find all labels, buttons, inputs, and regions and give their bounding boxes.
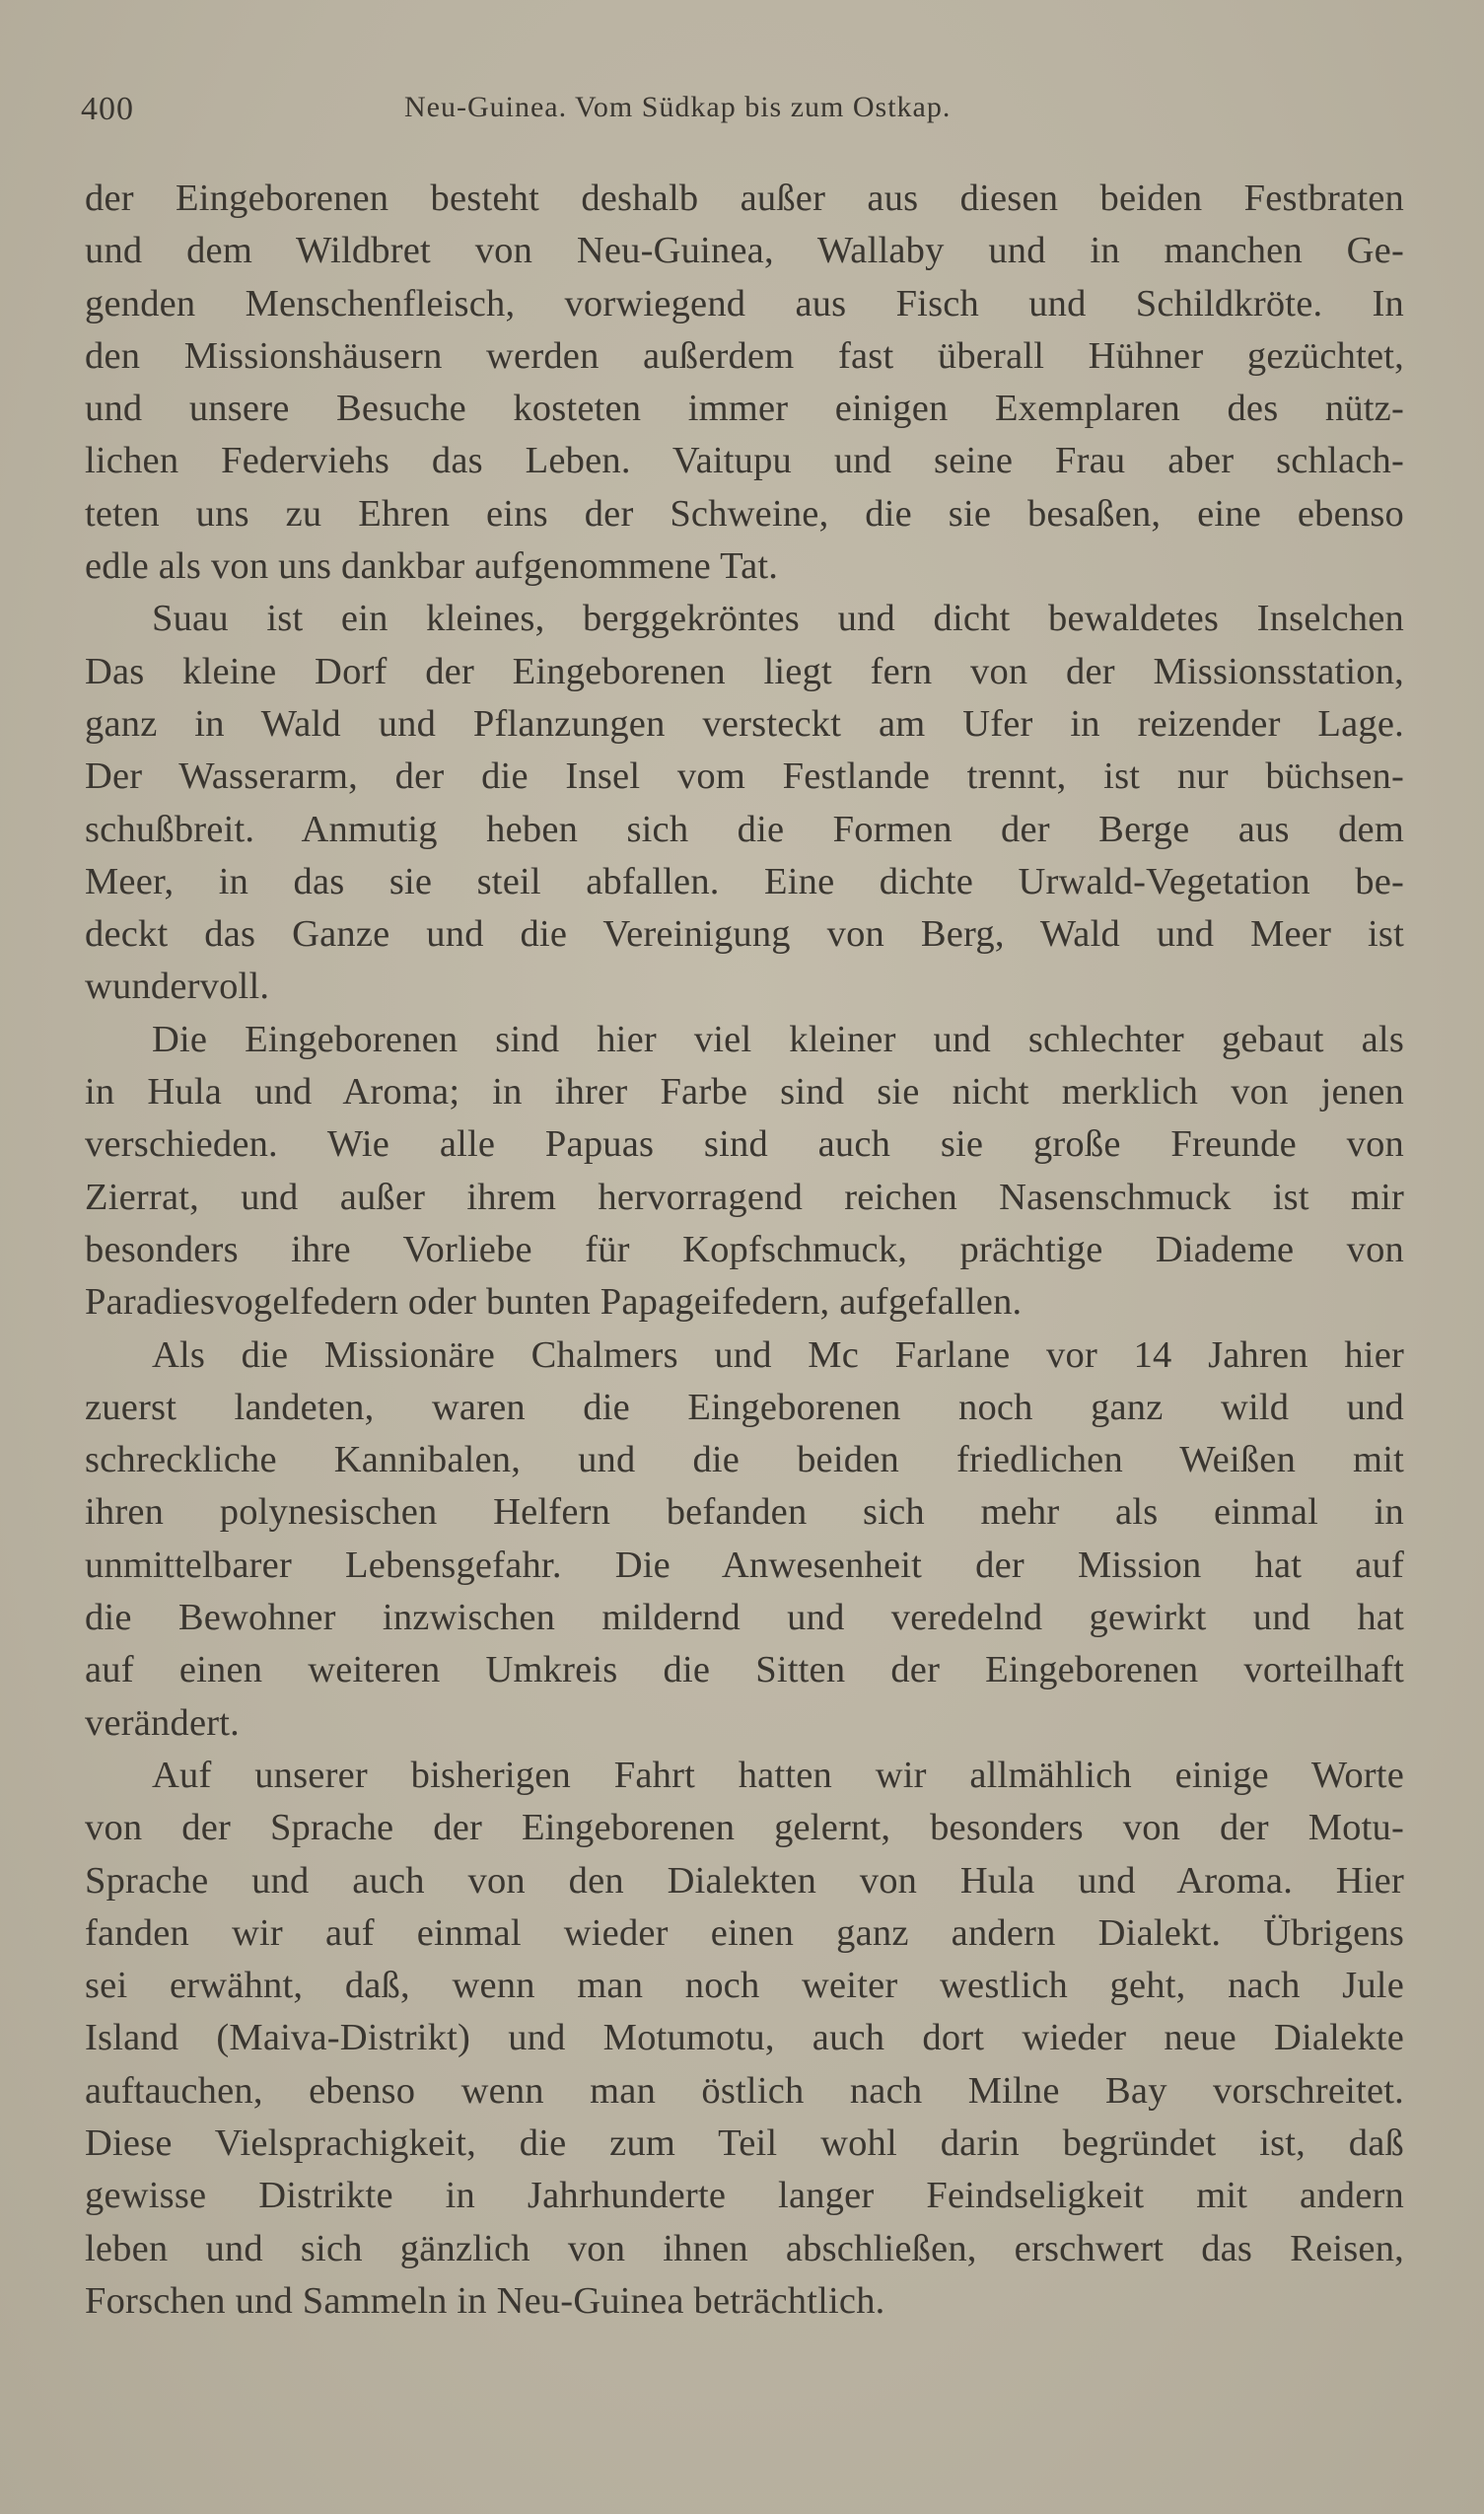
paragraph <box>85 1329 1404 1750</box>
text-line: schreckliche Kannibalen, und die beiden friedlichen Weißen mit <box>85 1439 1404 1481</box>
text-line: in Hula und Aroma; in ihrer Farbe sind sie nicht merklich von jenen <box>85 1071 1404 1113</box>
text-line: wundervoll. <box>85 966 270 1008</box>
text-line: schußbreit. Anmutig heben sich die Formen der Berge aus dem <box>85 808 1404 850</box>
text-line: von der Sprache der Eingeborenen gelernt, besonders von der Motu- <box>85 1807 1404 1849</box>
text-line: auf einen weiteren Umkreis die Sitten der Eingeborenen vorteilhaft <box>85 1649 1404 1691</box>
paragraph <box>85 593 1404 1013</box>
text-line: Forschen und Sammeln in Neu-Guinea beträchtlich. <box>85 2279 885 2322</box>
text-line: verändert. <box>85 1701 240 1744</box>
text-line: Die Eingeborenen sind hier viel kleiner und schlechter gebaut als <box>152 1018 1404 1060</box>
text-line: edle als von uns dankbar aufgenommene Tat. <box>85 545 779 588</box>
page-number: 400 <box>81 91 134 127</box>
text-line: Island (Maiva-Distrikt) und Motumotu, auch dort wieder neue Dialekte <box>85 2017 1404 2059</box>
text-line: zuerst landeten, waren die Eingeborenen noch ganz wild und <box>85 1386 1404 1428</box>
text-line: Das kleine Dorf der Eingeborenen liegt fern von der Missionsstation, <box>85 650 1404 692</box>
text-line: die Bewohner inzwischen mildernd und veredelnd gewirkt und hat <box>85 1597 1404 1639</box>
text-line: auftauchen, ebenso wenn man östlich nach Milne Bay vorschreitet. <box>85 2069 1404 2112</box>
text-line: unmittelbarer Lebensgefahr. Die Anwesenheit der Mission hat auf <box>85 1544 1404 1586</box>
text-line: den Missionshäusern werden außerdem fast überall Hühner gezüchtet, <box>85 334 1404 377</box>
text-line: Diese Vielsprachigkeit, die zum Teil wohl darin begründet ist, daß <box>85 2121 1404 2164</box>
text-line: fanden wir auf einmal wieder einen ganz andern Dialekt. Übrigens <box>85 1911 1404 1954</box>
text-line: Auf unserer bisherigen Fahrt hatten wir allmählich einige Worte <box>152 1754 1404 1796</box>
paragraph <box>85 173 1404 593</box>
text-line: gewisse Distrikte in Jahrhunderte langer Feindseligkeit mit andern <box>85 2175 1404 2217</box>
text-line: und unsere Besuche kosteten immer einigen Exemplaren des nütz- <box>85 388 1404 430</box>
text-line: verschieden. Wie alle Papuas sind auch sie große Freunde von <box>85 1123 1404 1166</box>
text-line: Der Wasserarm, der die Insel vom Festlande trennt, ist nur büchsen- <box>85 755 1404 798</box>
text-line: sei erwähnt, daß, wenn man noch weiter westlich geht, nach Jule <box>85 1965 1404 2007</box>
page-header <box>81 91 1402 140</box>
text-line: Sprache und auch von den Dialekten von Hula und Aroma. Hier <box>85 1859 1404 1902</box>
text-line: besonders ihre Vorliebe für Kopfschmuck, prächtige Diademe von <box>85 1228 1404 1270</box>
text-line: Meer, in das sie steil abfallen. Eine dichte Urwald-Vegetation be- <box>85 860 1404 902</box>
body-text <box>85 173 1404 2328</box>
running-title: Neu-Guinea. Vom Südkap bis zum Ostkap. <box>404 91 952 123</box>
paragraph <box>85 1014 1404 1329</box>
text-line: leben und sich gänzlich von ihnen abschließen, erschwert das Reisen, <box>85 2227 1404 2269</box>
text-line: Paradiesvogelfedern oder bunten Papageifedern, aufgefallen. <box>85 1281 1023 1324</box>
text-line: deckt das Ganze und die Vereinigung von Berg, Wald und Meer ist <box>85 913 1404 956</box>
text-line: Zierrat, und außer ihrem hervorragend reichen Nasenschmuck ist mir <box>85 1176 1404 1218</box>
paragraph <box>85 1750 1404 2328</box>
text-line: Suau ist ein kleines, berggekröntes und dicht bewaldetes Inselchen <box>152 598 1404 640</box>
text-line: der Eingeborenen besteht deshalb außer aus diesen beiden Festbraten <box>85 178 1404 219</box>
text-line: und dem Wildbret von Neu-Guinea, Wallaby und in manchen Ge- <box>85 230 1404 272</box>
text-line: genden Menschenfleisch, vorwiegend aus Fisch und Schildkröte. In <box>85 282 1404 324</box>
text-line: ganz in Wald und Pflanzungen versteckt am Ufer in reizender Lage. <box>85 702 1404 745</box>
text-line: ihren polynesischen Helfern befanden sich mehr als einmal in <box>85 1491 1404 1534</box>
text-line: teten uns zu Ehren eins der Schweine, die sie besaßen, eine ebenso <box>85 492 1404 535</box>
text-line: lichen Federviehs das Leben. Vaitupu und seine Frau aber schlach- <box>85 440 1404 482</box>
text-line: Als die Missionäre Chalmers und Mc Farlane vor 14 Jahren hier <box>152 1333 1404 1376</box>
